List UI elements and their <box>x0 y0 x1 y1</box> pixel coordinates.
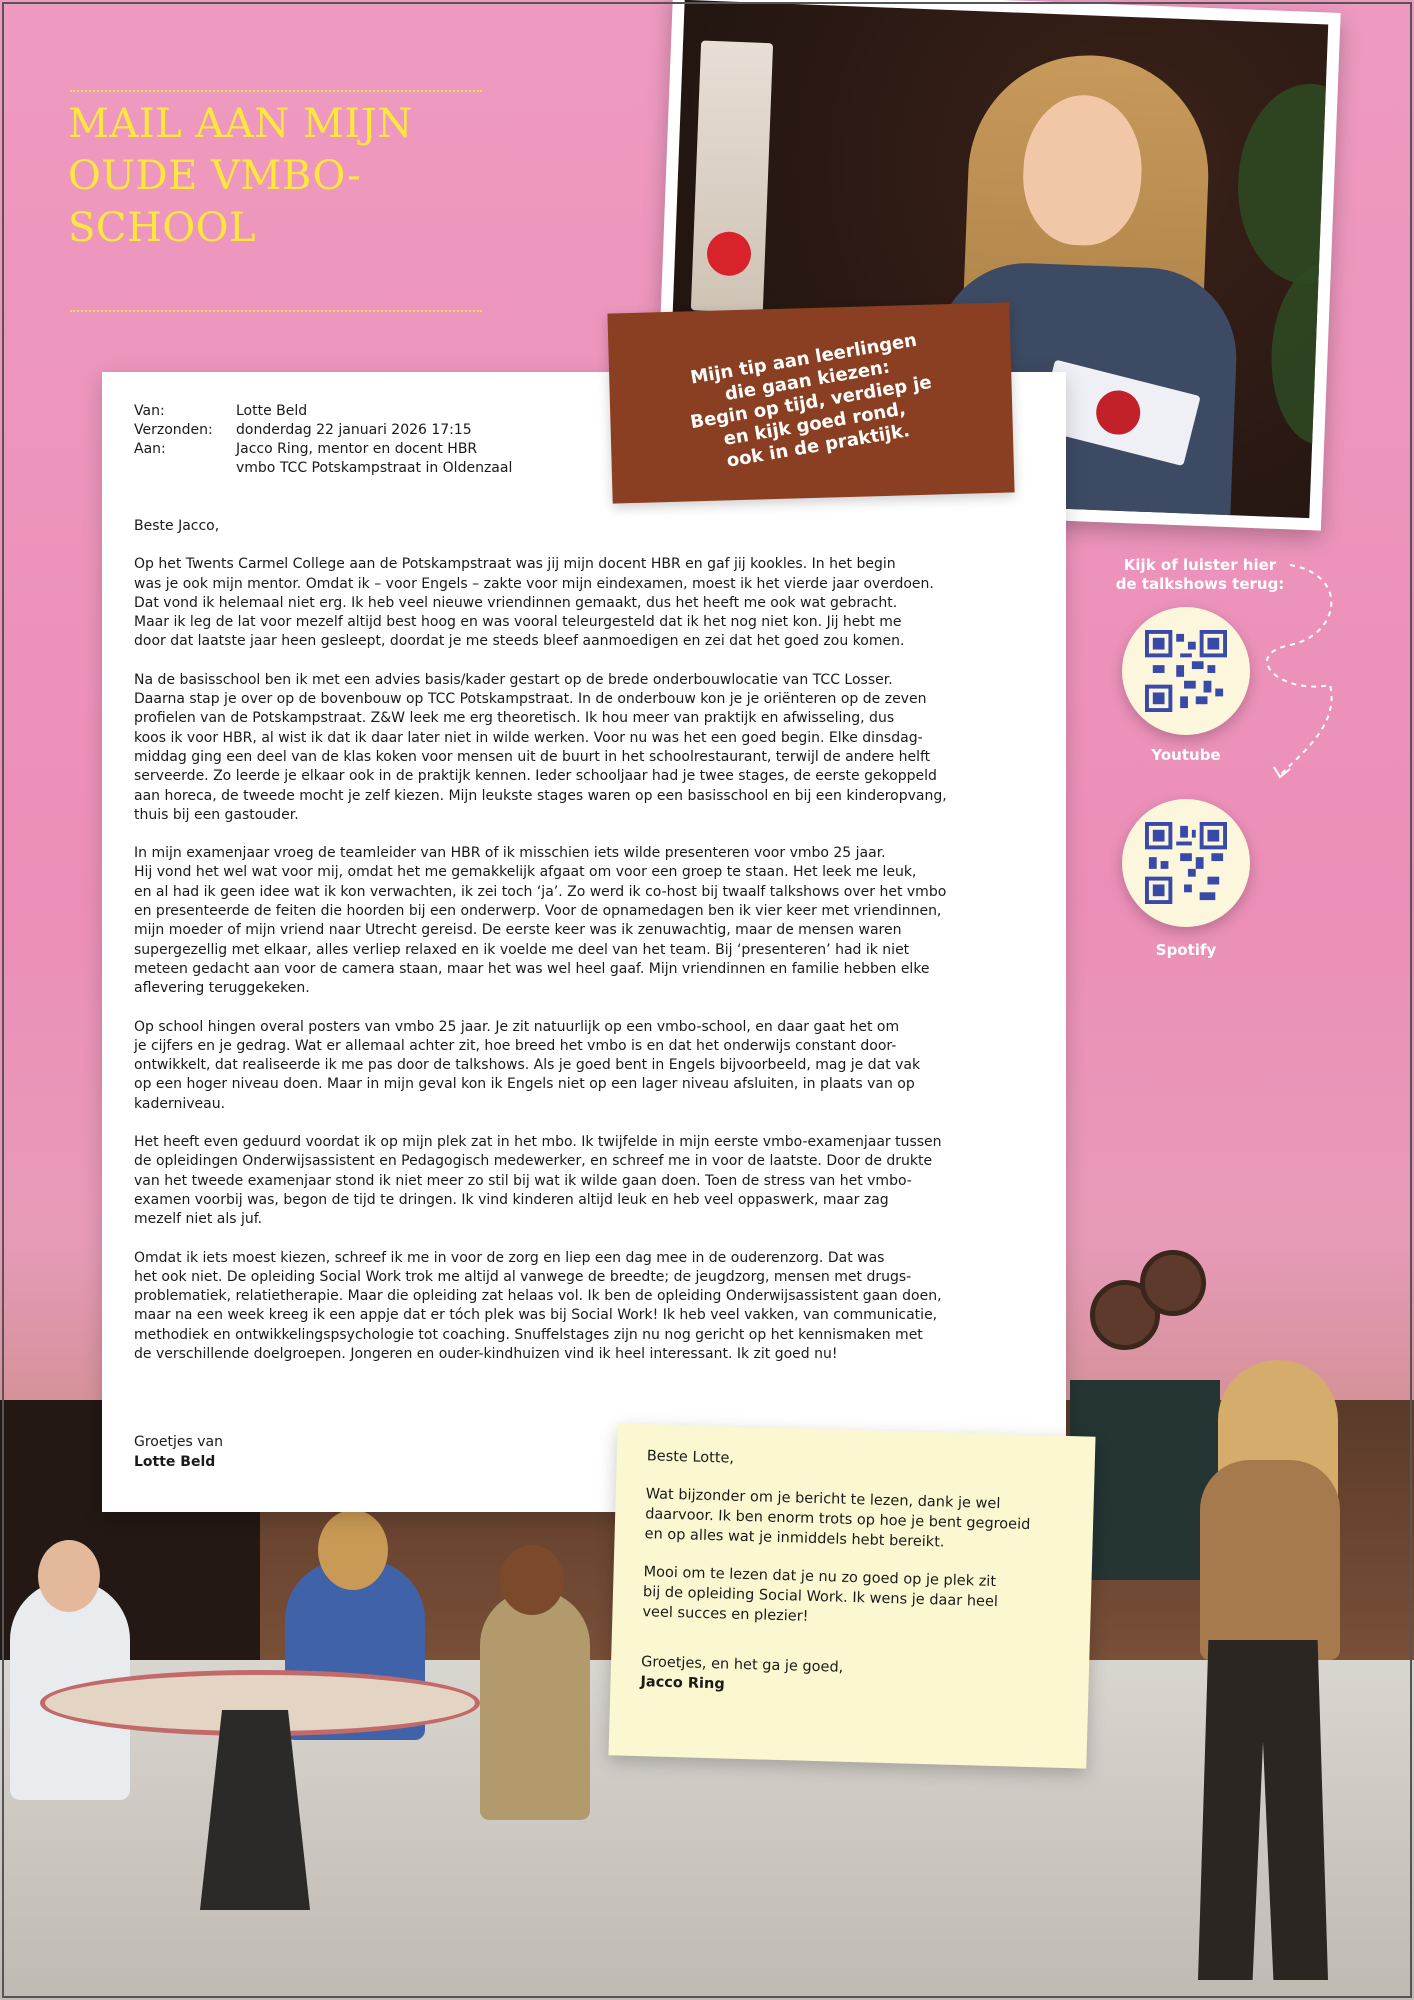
talkshows-caption: Kijk of luister hier de talkshows terug: <box>1115 556 1285 593</box>
stage-lamp <box>1140 1250 1206 1316</box>
email-paragraph: Op het Twents Carmel College aan de Potskampstraat was jij mijn docent HBR en gaf jij kookles. In het begin was je ook mijn mentor. Omdat ik – voor Engels – zakte voor mijn eindexamen, moest ik het vierde jaar overdoen. Dat vond ik helemaal niet erg. Ik heb veel nieuwe vriendinnen gemaakt, dus het heeft me ook wat gebracht. Maar ik leg de lat voor mezelf altijd best hoog en was vooral teleurgesteld dat ik het nog niet kon. Jij hebt me door dat laatste jaar heen gesleept, doordat je me steeds bleef aanmoedigen en zei dat het goed zou komen. <box>134 556 934 650</box>
tip-text: Mijn tip aan leerlingen die gaan kiezen: Begin op tijd, verdiep je en kijk goed rond, ook in de praktijk. <box>688 329 934 472</box>
reply-note <box>608 1423 1095 1768</box>
reply-greeting: Beste Lotte, <box>646 1448 735 1467</box>
to-label: Aan: <box>134 441 166 457</box>
reply-signature: Jacco Ring <box>640 1674 725 1693</box>
sent-value: donderdag 22 januari 2026 17:15 <box>236 422 472 438</box>
email-greeting: Beste Jacco, <box>134 518 220 534</box>
guest-head <box>38 1540 100 1612</box>
plant-decor <box>1234 81 1328 286</box>
qr-code-icon <box>1145 630 1227 712</box>
from-value: Lotte Beld <box>236 403 308 419</box>
guest-body <box>480 1590 590 1820</box>
page-title: MAIL AAN MIJN OUDE VMBO-SCHOOL <box>68 101 413 251</box>
email-body <box>134 517 1040 1383</box>
email-sign-off <box>134 1432 223 1472</box>
title-rule-top <box>70 90 482 92</box>
email-paragraph: Na de basisschool ben ik met een advies basis/kader gestart op de brede onderbouwlocatie van TCC Losser. Daarna stap je over op de bovenbouw op TCC Potskampstraat. In de onderbouw kon je je oriënteren op de zeven profielen van de Potskampstraat. Z&W leek me erg theoretisch. Ik hou meer van praktijk en afwisseling, dus koos ik voor HBR, al wist ik dat ik daar later niet in wilde werken. Voor nu was het een goed begin. Elke dinsdag- middag ging een deel van de klas koken voor mensen uit de buurt in het schoolrestaurant, terwijl de andere helft serveerde. Zo leerde je elkaar ook in de praktijk kennen. Ieder schooljaar had je twee stages, de eerste gekoppeld aan horeca, de tweede mocht je zelf kiezen. Mijn leukste stages waren op een basisschool en bij een kinderopvang, thuis bij een gastouder. <box>134 671 947 823</box>
qr-code-icon <box>1145 822 1227 904</box>
card-logo <box>1091 386 1144 439</box>
reply-paragraph: Wat bijzonder om je bericht te lezen, dank je wel daarvoor. Ik ben enorm trots op hoe je bent gegroeid en op alles wat je inmiddels hebt bereikt. <box>644 1486 1031 1551</box>
email-closing: Groetjes van <box>134 1434 223 1450</box>
spotify-label[interactable]: Spotify <box>1155 941 1217 959</box>
youtube-label[interactable]: Youtube <box>1151 746 1221 764</box>
email-paragraph: Het heeft even geduurd voordat ik op mijn plek zat in het mbo. Ik twijfelde in mijn eerste vmbo-examenjaar tussen de opleidingen Onderwijsassistent en Pedagogisch medewerker, en schreef me in voor de laatste. Door de drukte van het tweede examenjaar stond ik niet meer zo stil bij wat ik wilde gaan doen. Toen de stress van het vmbo- examen voorbij was, begon de tijd te dringen. Ik vind kinderen altijd leuk en heb veel oppaswerk, maar zag mezelf niet als juf. <box>134 1134 942 1228</box>
youtube-qr[interactable] <box>1122 607 1250 735</box>
reply-closing: Groetjes, en het ga je goed, <box>640 1654 844 1676</box>
spotify-qr[interactable] <box>1122 799 1250 927</box>
to-value: Jacco Ring, mentor en docent HBR <box>236 441 478 457</box>
email-paragraph: Omdat ik iets moest kiezen, schreef ik me in voor de zorg en liep een dag mee in de ouderenzorg. Dat was het ook niet. De opleiding Social Work trok me altijd al vanwege de breedte; de jeugdzorg, mensen met drugs- problematiek, relatietherapie. Maar die opleiding zat helaas vol. Ik ben de opleiding Onderwijsassistent gaan doen, maar na een week kreeg ik een appje dat er tóch plek was bij Social Work! Ik heb veel vakken, van communicatie, methodiek en ontwikkelingspsychologie tot coaching. Snuffelstages zijn nu nog gericht op het kennismaken met de verschillende doelgroepen. Jongeren en ouder-kindhuizen vind ik heel interessant. Ik zit goed nu! <box>134 1249 942 1362</box>
presenter-top <box>1200 1460 1340 1660</box>
email-signature: Lotte Beld <box>134 1454 216 1470</box>
tip-box <box>607 302 1014 503</box>
email-letter <box>102 372 1066 1512</box>
reply-paragraph: Mooi om te lezen dat je nu zo goed op je plek zit bij de opleiding Social Work. Ik wens je daar heel veel succes en plezier! <box>642 1564 999 1625</box>
school-banner <box>691 40 773 313</box>
to-value-line-2: vmbo TCC Potskampstraat in Oldenzaal <box>236 460 513 476</box>
guest-head <box>318 1510 388 1590</box>
email-paragraph: In mijn examenjaar vroeg de teamleider van HBR of ik misschien iets wilde presenteren voor vmbo 25 jaar. Hij vond het wel wat voor mij, omdat het me gemakkelijk afgaat om voor een groep te staan. Het leek me leuk, en al had ik geen idee wat ik kon verwachten, ik zei toch ‘ja’. Zo werd ik co-host bij twaalf talkshows over het vmbo en presenteerde de feiten die hoorden bij een onderwerp. Voor de opnamedagen ben ik vier keer met vriendinnen, mijn moeder of mijn vriend naar Utrecht gereisd. De eerste keer was ik zenuwachtig, maar de mensen waren supergezellig met elkaar, alles verliep relaxed en ik voelde me deel van het team. Bij ‘presenteren’ had ik niet meteen gedacht aan voor de camera staan, maar het was wel heel gaaf. Mijn vriendinnen en familie hebben elke aflevering teruggekeken. <box>134 845 947 997</box>
sent-label: Verzonden: <box>134 422 213 438</box>
logo-mark <box>706 231 752 277</box>
email-header <box>134 402 656 478</box>
guest-head <box>500 1545 564 1615</box>
from-label: Van: <box>134 403 165 419</box>
plant-decor <box>1268 263 1328 447</box>
title-rule-bottom <box>70 310 482 312</box>
email-paragraph: Op school hingen overal posters van vmbo 25 jaar. Je zit natuurlijk op een vmbo-school, en daar gaat het om je cijfers en je gedrag. Wat er allemaal achter zit, hoe breed het vmbo is en dat het onderwijs constant door- ontwikkelt, dat realiseerde ik me pas door de talkshows. Als je goed bent in Engels bijvoorbeeld, mag je dat vak op een hoger niveau doen. Maar in mijn geval kon ik Engels niet op een lager niveau afsluiten, in plaats van op kaderniveau. <box>134 1018 921 1112</box>
